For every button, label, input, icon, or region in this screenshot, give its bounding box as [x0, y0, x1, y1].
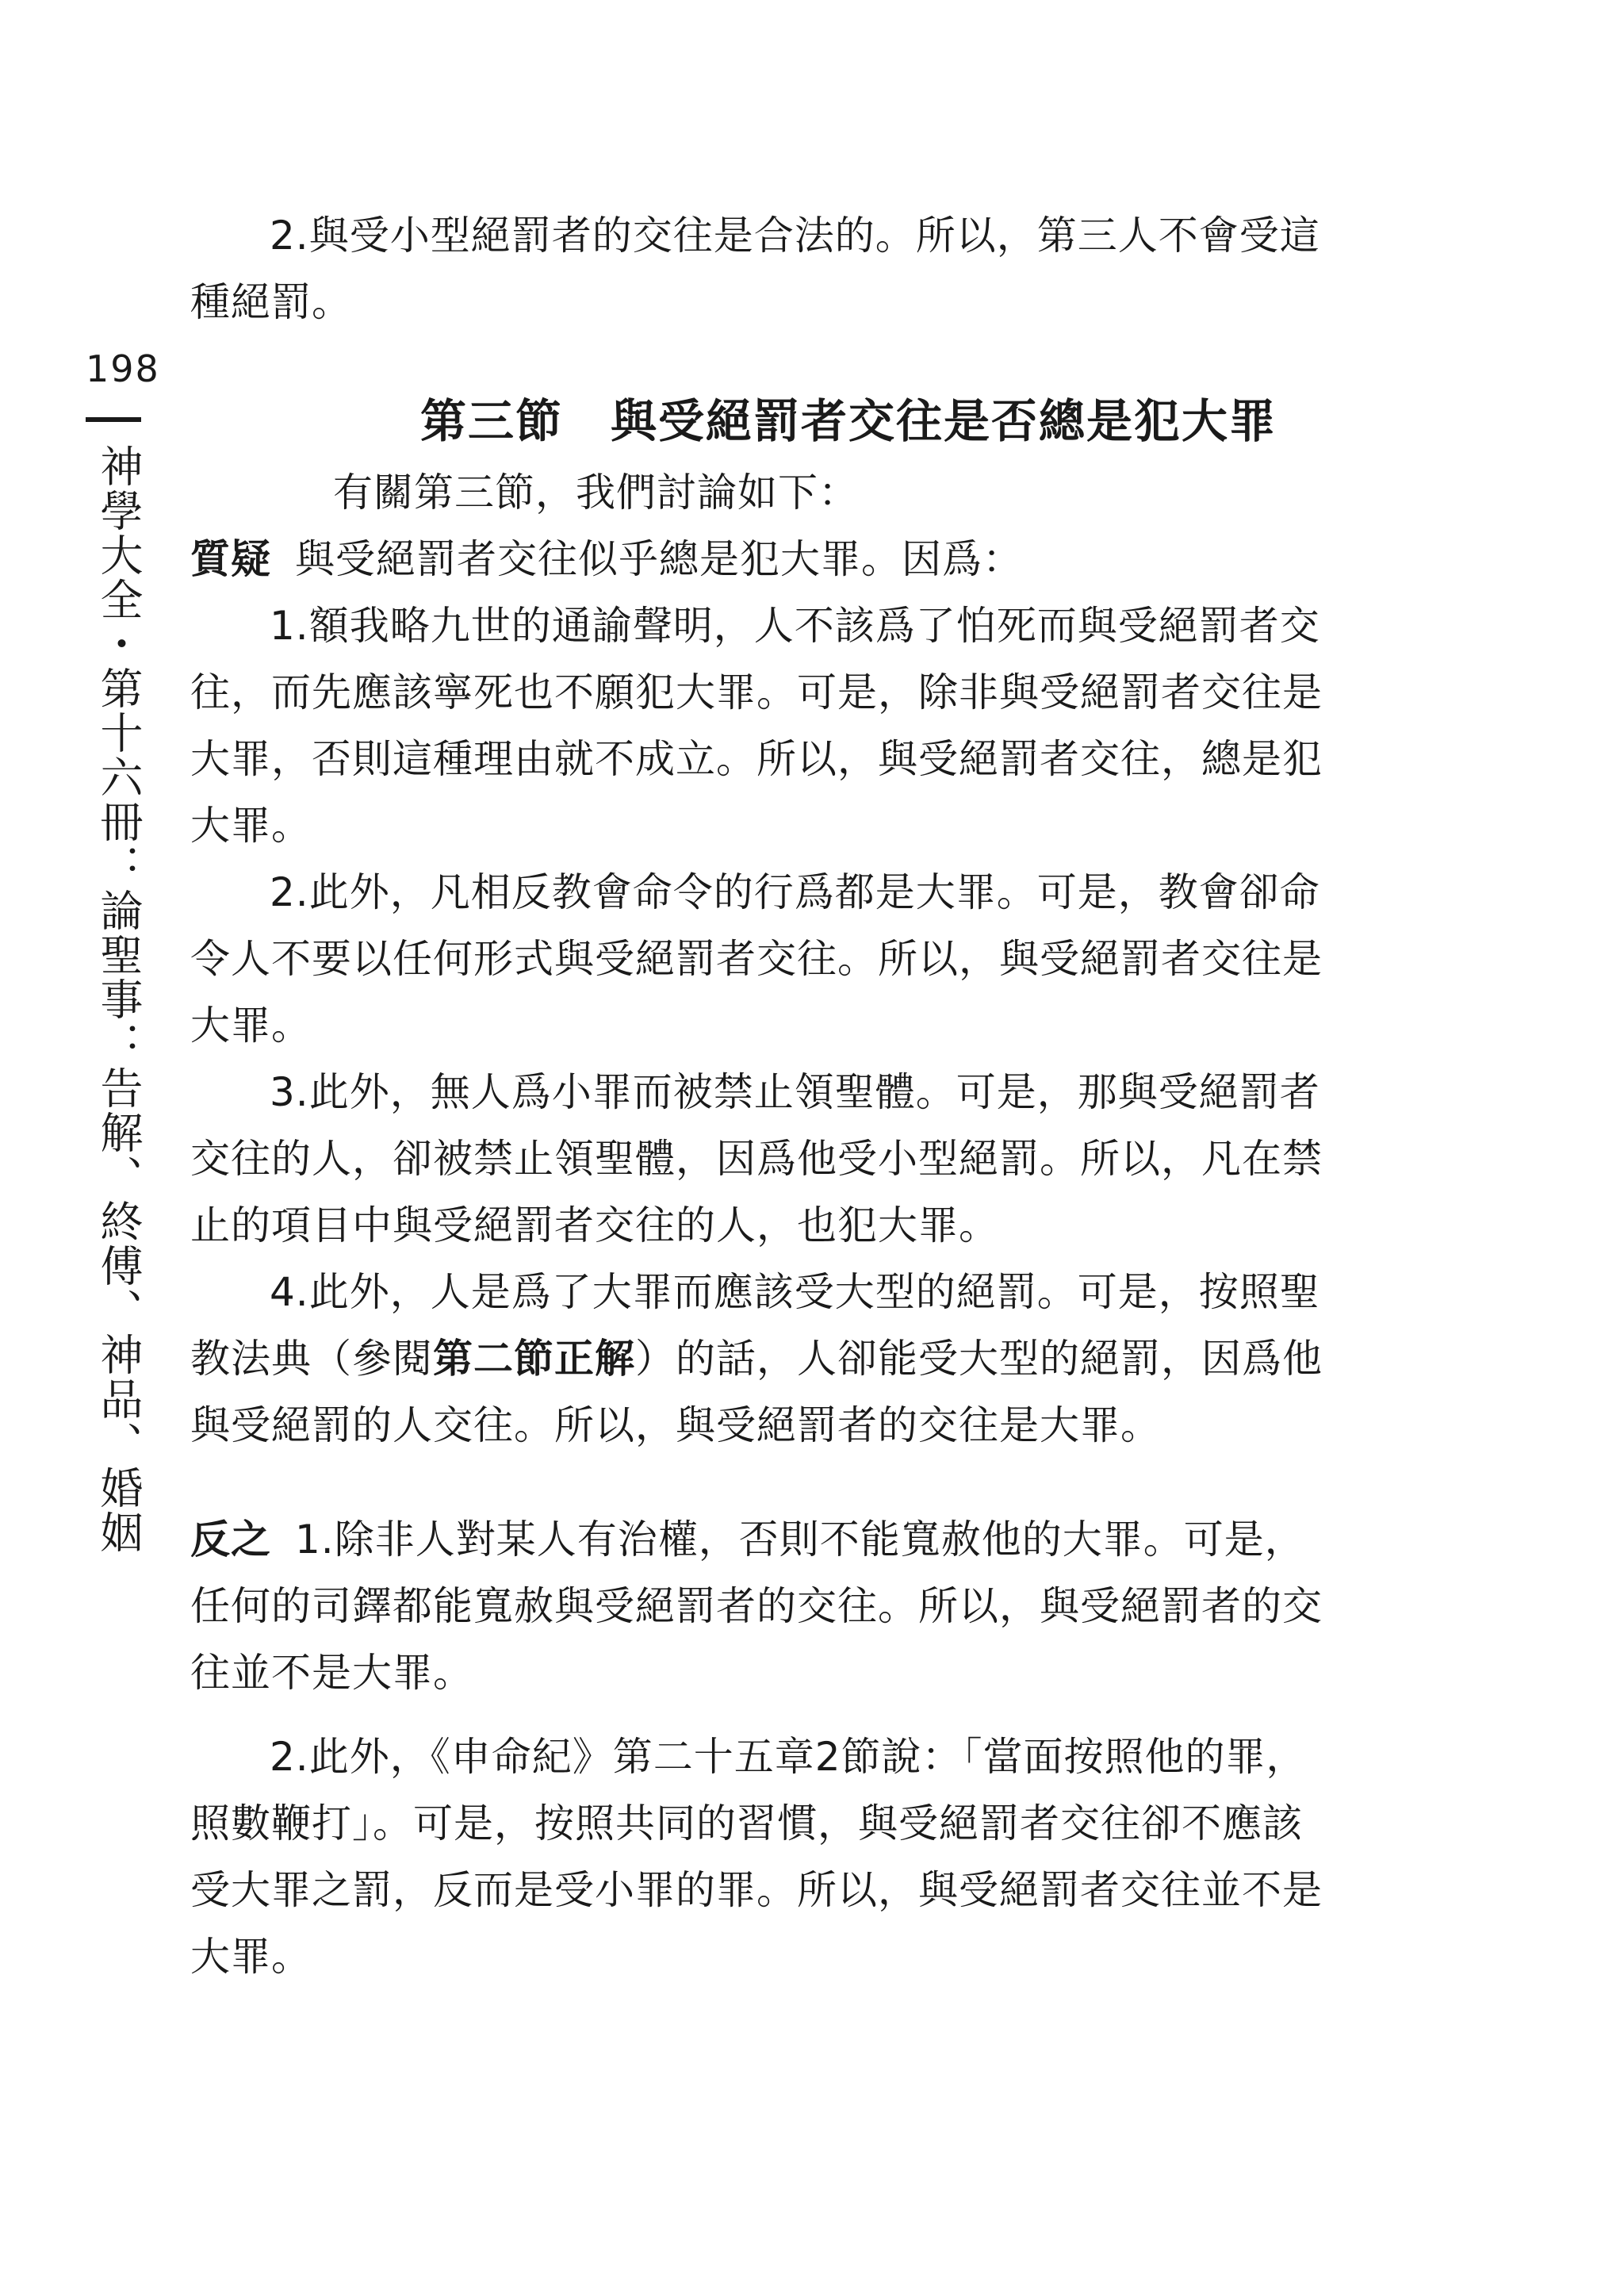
page-number: 198	[86, 347, 160, 390]
contrary-2-before: 2.此外，《申命紀》第二十五章2節說：	[270, 1734, 963, 1780]
section-title: 與受絕罰者交往是否總是犯大罪	[611, 394, 1277, 448]
opening-paragraph: 2.與受小型絕罰者的交往是合法的。所以，第三人不會受這種絕罰。	[190, 213, 1320, 325]
running-title: 神學大全・第十六冊：論聖事：告解、終傅、神品、婚姻	[94, 444, 144, 1555]
objection-4	[190, 1259, 1332, 1459]
main-text	[190, 202, 1332, 1990]
objection-2: 2.此外，凡相反教會命令的行爲都是大罪。可是，教會卻命令人不要以任何形式與受絕罰者交往。所以，與受絕罰者交往是大罪。	[190, 869, 1323, 1049]
objection-lead-text: 與受絕罰者交往似乎總是犯大罪。因爲：	[295, 536, 1023, 582]
objection-lead	[190, 526, 1332, 592]
objection-4-before: 4.此外，人是爲了大罪而應該受大型的絕罰。可是，按照聖教法典（參閱	[190, 1269, 1320, 1382]
contrary-1-text: 1.除非人對某人有治權，否則不能寬赦他的大罪。可是，任何的司鐸都能寬赦與受絕罰者的交往。所以，與受絕罰者的交往並不是大罪。	[190, 1517, 1323, 1696]
contrary-2-quote: 「當面按照他的罪，照數鞭打」	[190, 1734, 1307, 1846]
contrary-label: 反之	[190, 1517, 271, 1563]
contrary-1	[190, 1506, 1332, 1706]
objection-4-reference: 第二節正解	[433, 1336, 635, 1382]
objection-4-after: ）的話，人卻能受大型的絕罰，因爲他與受絕罰的人交往。所以，與受絕罰者的交往是大罪。	[190, 1336, 1323, 1448]
contrary-2	[190, 1724, 1332, 1990]
contrary-2-after: 。可是，按照共同的習慣，與受絕罰者交往卻不應該受大罪之罰，反而是受小罪的罪。所以，與受絕罰者交往並不是大罪。	[190, 1800, 1323, 1980]
section-heading	[190, 383, 1332, 459]
section-number: 第三節	[419, 394, 563, 448]
objection-label: 質疑	[190, 536, 271, 582]
objection-1: 1.額我略九世的通諭聲明，人不該爲了怕死而與受絕罰者交往，而先應該寧死也不願犯大罪。可是，除非與受絕罰者交往是大罪，否則這種理由就不成立。所以，與受絕罰者交往，總是犯大罪。	[190, 603, 1323, 849]
objection-3: 3.此外，無人爲小罪而被禁止領聖體。可是，那與受絕罰者交往的人，卻被禁止領聖體，因爲他受小型絕罰。所以，凡在禁止的項目中與受絕罰者交往的人，也犯大罪。	[190, 1069, 1323, 1248]
section-intro: 有關第三節，我們討論如下：	[333, 470, 859, 516]
margin-rule	[86, 417, 141, 422]
